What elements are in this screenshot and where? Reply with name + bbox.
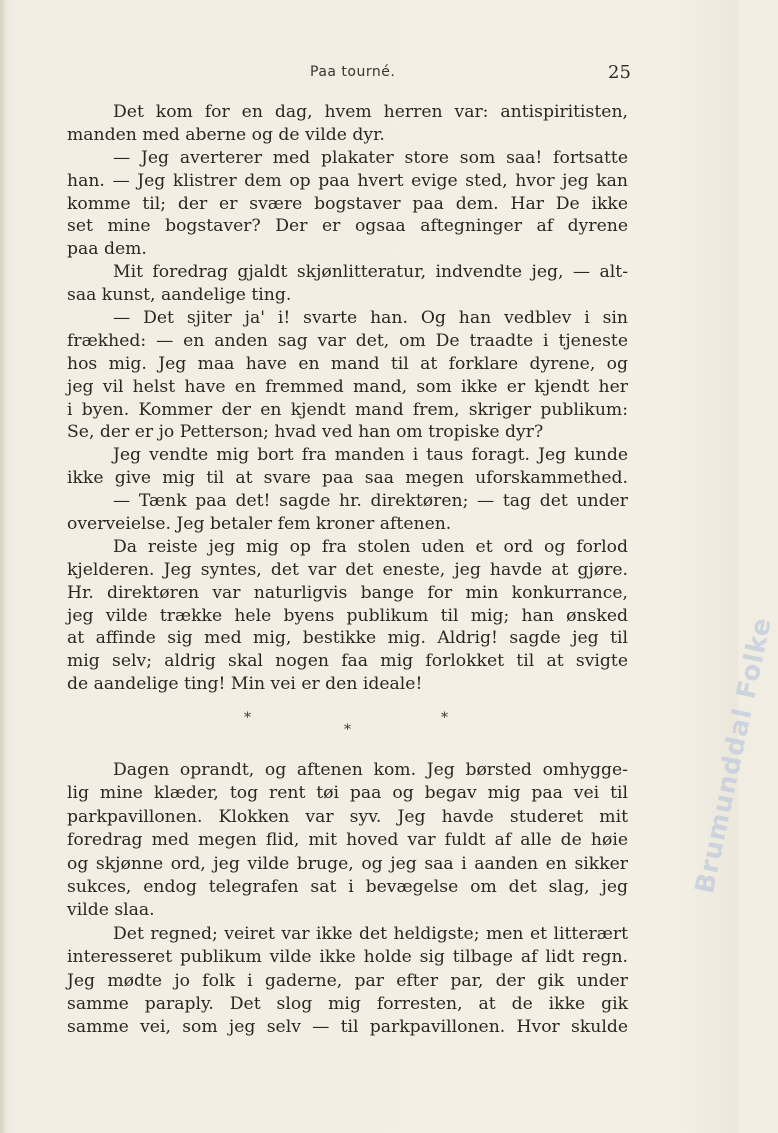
text-line: interesseret publikum vilde ikke holde sig tilbage af lidt regn. (67, 947, 628, 968)
page-number: 25 (608, 62, 631, 83)
text-block-1 (67, 101, 628, 696)
text-line: ikke give mig til at svare paa saa megen uforskammethed. (67, 468, 628, 489)
text-block-2 (67, 759, 628, 1040)
text-line: Jeg mødte jo folk i gaderne, par efter par, der gik under (67, 970, 628, 991)
text-line: vilde slaa. (67, 900, 155, 921)
library-stamp (676, 614, 778, 900)
text-line: hos mig. Jeg maa have en mand til at forklare dyrene, og (67, 353, 628, 374)
text-line: saa kunst, aandelige ting. (67, 285, 292, 306)
text-line: sukces, endog telegrafen sat i bevægelse om det slag, jeg (67, 876, 628, 897)
divider-asterisk-center: * (344, 722, 351, 738)
text-line: Da reiste jeg mig op fra stolen uden et ord og forlod (113, 536, 628, 557)
page-header (0, 62, 738, 88)
text-line: han. — Jeg klistrer dem op paa hvert evige sted, hvor jeg kan (67, 170, 628, 191)
text-line: Dagen oprandt, og aftenen kom. Jeg børsted omhygge- (113, 760, 628, 780)
text-line: i byen. Kommer der en kjendt mand frem, skriger publikum: (67, 399, 628, 420)
text-line: — Jeg averterer med plakater store som saa! fortsatte (113, 147, 628, 168)
divider-asterisk-right: * (441, 710, 448, 726)
text-line: jeg vil helst have en fremmed mand, som ikke er kjendt her (67, 376, 628, 397)
text-line: manden med aberne og de vilde dyr. (67, 124, 385, 145)
text-line: og skjønne ord, jeg vilde bruge, og jeg saa i aanden en sikker (67, 853, 628, 874)
text-line: samme vei, som jeg selv — til parkpavillonen. Hvor skulde (67, 1017, 628, 1038)
text-line: set mine bogstaver? Der er ogsaa aftegninger af dyrene (67, 216, 628, 237)
text-line: Se, der er jo Petterson; hvad ved han om tropiske dyr? (67, 422, 544, 443)
text-line: Det regned; veiret var ikke det heldigste; men et litterært (113, 923, 628, 944)
text-line: samme paraply. Det slog mig forresten, at de ikke gik (67, 993, 628, 1014)
text-line: parkpavillonen. Klokken var syv. Jeg havde studeret mit (67, 806, 628, 827)
text-line: — Tænk paa det! sagde hr. direktøren; — tag det under (113, 491, 628, 512)
text-line: Jeg vendte mig bort fra manden i taus foragt. Jeg kunde (113, 445, 628, 466)
section-divider-asterisks (0, 708, 738, 742)
text-line: jeg vilde trække hele byens publikum til mig; han ønsked (67, 605, 628, 626)
text-line: frækhed: — en anden sag var det, om De traadte i tjeneste (67, 330, 628, 351)
text-line: mig selv; aldrig skal nogen faa mig forlokket til at svigte (67, 651, 628, 672)
library-stamp-text: Brumunddal Folke (690, 614, 778, 897)
running-title: Paa tourné. (310, 64, 396, 80)
text-line: Det kom for en dag, hvem herren var: antispiritisten, (113, 102, 628, 122)
text-line: paa dem. (67, 239, 147, 260)
text-line: kjelderen. Jeg syntes, det var det eneste, jeg havde at gjøre. (67, 559, 628, 580)
text-line: komme til; der er svære bogstaver paa dem. Har De ikke (67, 193, 628, 214)
text-line: — Det sjiter ja' i! svarte han. Og han vedblev i sin (113, 308, 628, 329)
text-line: foredrag med megen flid, mit hoved var fuldt af alle de høie (67, 830, 628, 851)
divider-asterisk-left: * (244, 710, 251, 726)
text-line: de aandelige ting! Min vei er den ideale! (67, 674, 423, 695)
text-line: Mit foredrag gjaldt skjønlitteratur, indvendte jeg, — alt- (113, 262, 628, 283)
page-binding-edge (0, 0, 6, 1133)
text-line: at affinde sig med mig, bestikke mig. Aldrig! sagde jeg til (67, 628, 628, 649)
text-line: overveielse. Jeg betaler fem kroner aftenen. (67, 514, 452, 535)
text-line: lig mine klæder, tog rent tøi paa og begav mig paa vei til (67, 783, 628, 804)
text-line: Hr. direktøren var naturligvis bange for min konkurrance, (67, 582, 628, 603)
